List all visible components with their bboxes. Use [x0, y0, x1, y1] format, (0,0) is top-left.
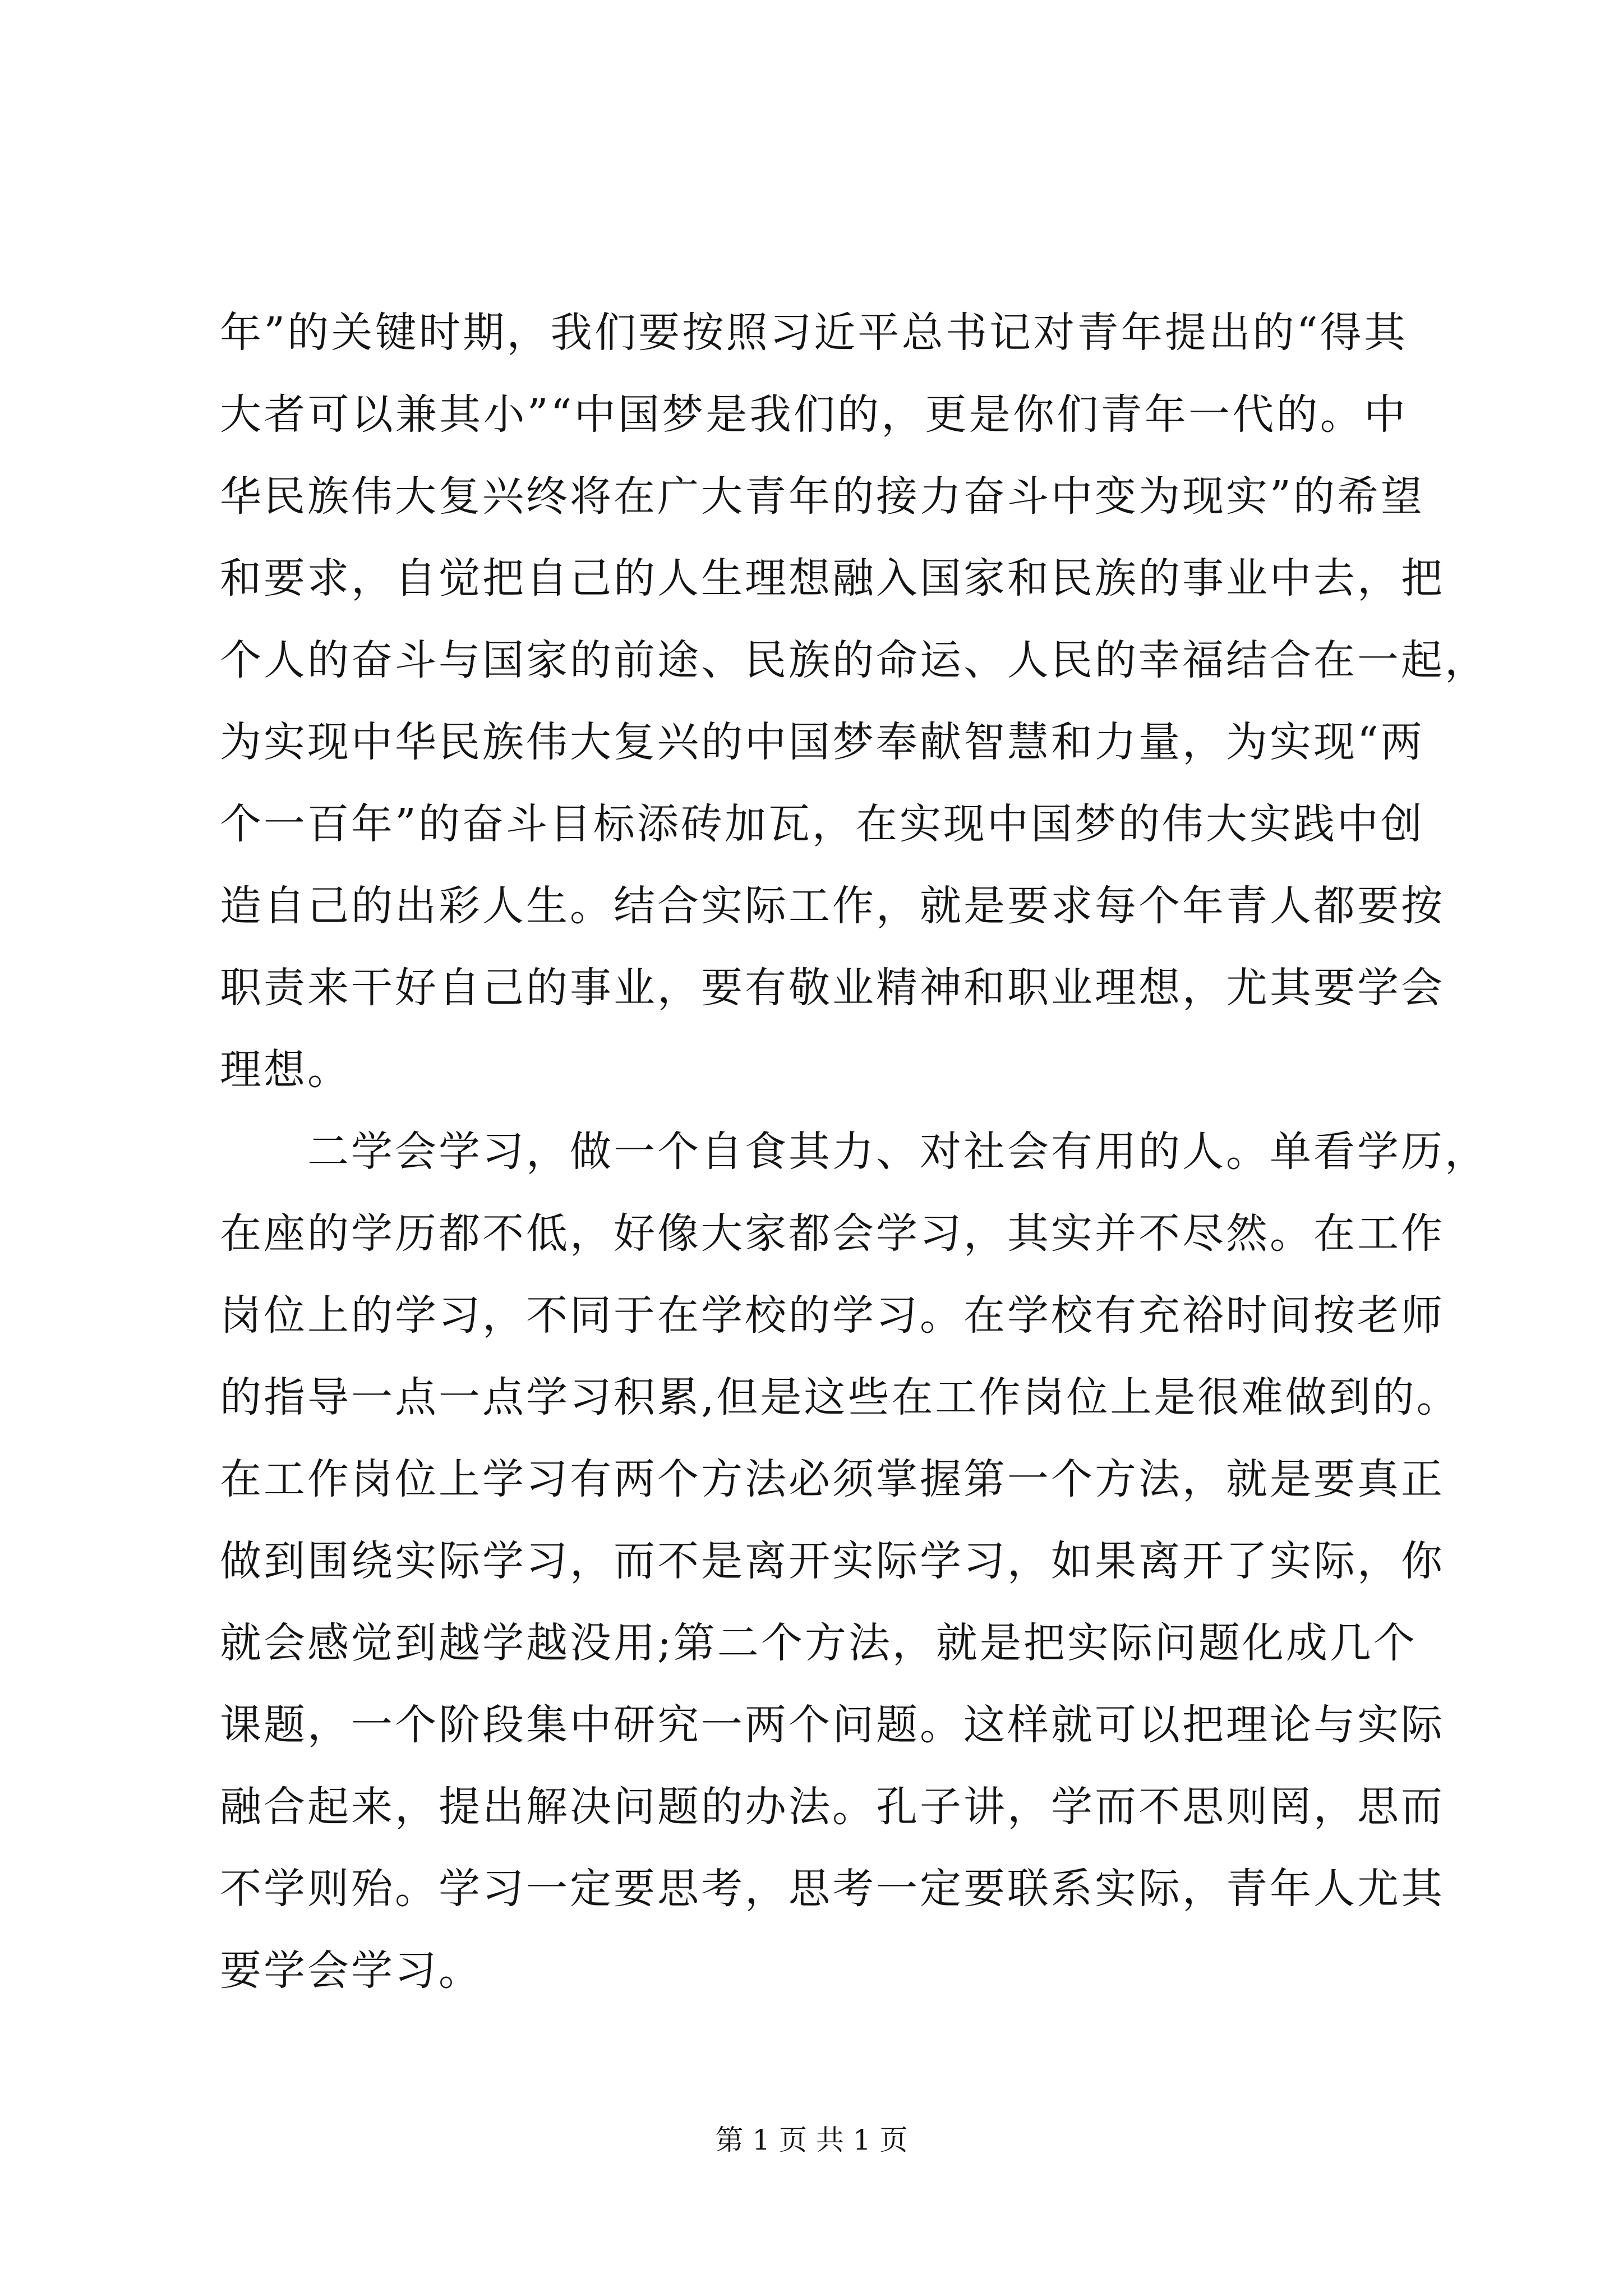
body-text [220, 292, 1488, 2012]
text-line: 二学会学习，做一个自食其力、对社会有用的人。单看学历， [220, 1128, 1488, 1176]
text-line: 造自己的出彩人生。结合实际工作，就是要求每个年青人都要按 [220, 882, 1445, 930]
text-line: 大者可以兼其小”“中国梦是我们的，更是你们青年一代的。中 [220, 390, 1408, 439]
text-line: 职责来干好自己的事业，要有敬业精神和职业理想，尤其要学会 [220, 964, 1445, 1012]
text-line: 不学则殆。学习一定要思考，思考一定要联系实际，青年人尤其 [220, 1865, 1445, 1913]
text-line: 要学会学习。 [220, 1947, 482, 1995]
text-line: 在座的学历都不低，好像大家都会学习，其实并不尽然。在工作 [220, 1209, 1445, 1258]
page-number-label: 第 1 页 共 1 页 [715, 2124, 908, 2156]
text-line: 做到围绕实际学习，而不是离开实际学习，如果离开了实际，你 [220, 1537, 1445, 1585]
text-line: 为实现中华民族伟大复兴的中国梦奉献智慧和力量，为实现“两 [220, 718, 1424, 766]
text-line: 的指导一点一点学习积累,但是这些在工作岗位上是很难做到的。 [220, 1373, 1460, 1421]
text-line: 课题，一个阶段集中研究一两个问题。这样就可以把理论与实际 [220, 1701, 1445, 1749]
page-footer [0, 2118, 1623, 2158]
text-line: 年”的关键时期，我们要按照习近平总书记对青年提出的“得其 [220, 309, 1408, 357]
paragraph-1 [220, 292, 1488, 1111]
paragraph-2 [220, 1111, 1488, 2012]
text-line: 理想。 [220, 1046, 351, 1094]
text-line: 个一百年”的奋斗目标添砖加瓦，在实现中国梦的伟大实践中创 [220, 800, 1424, 848]
text-line: 个人的奋斗与国家的前途、民族的命运、人民的幸福结合在一起， [220, 636, 1488, 684]
text-line: 和要求，自觉把自己的人生理想融入国家和民族的事业中去，把 [220, 554, 1445, 602]
text-line: 就会感觉到越学越没用;第二个方法，就是把实际问题化成几个 [220, 1619, 1417, 1667]
text-line: 华民族伟大复兴终将在广大青年的接力奋斗中变为现实”的希望 [220, 472, 1424, 521]
text-line: 融合起来，提出解决问题的办法。孔子讲，学而不思则罔，思而 [220, 1783, 1445, 1831]
text-line: 岗位上的学习，不同于在学校的学习。在学校有充裕时间按老师 [220, 1291, 1445, 1340]
text-line: 在工作岗位上学习有两个方法必须掌握第一个方法，就是要真正 [220, 1455, 1445, 1503]
